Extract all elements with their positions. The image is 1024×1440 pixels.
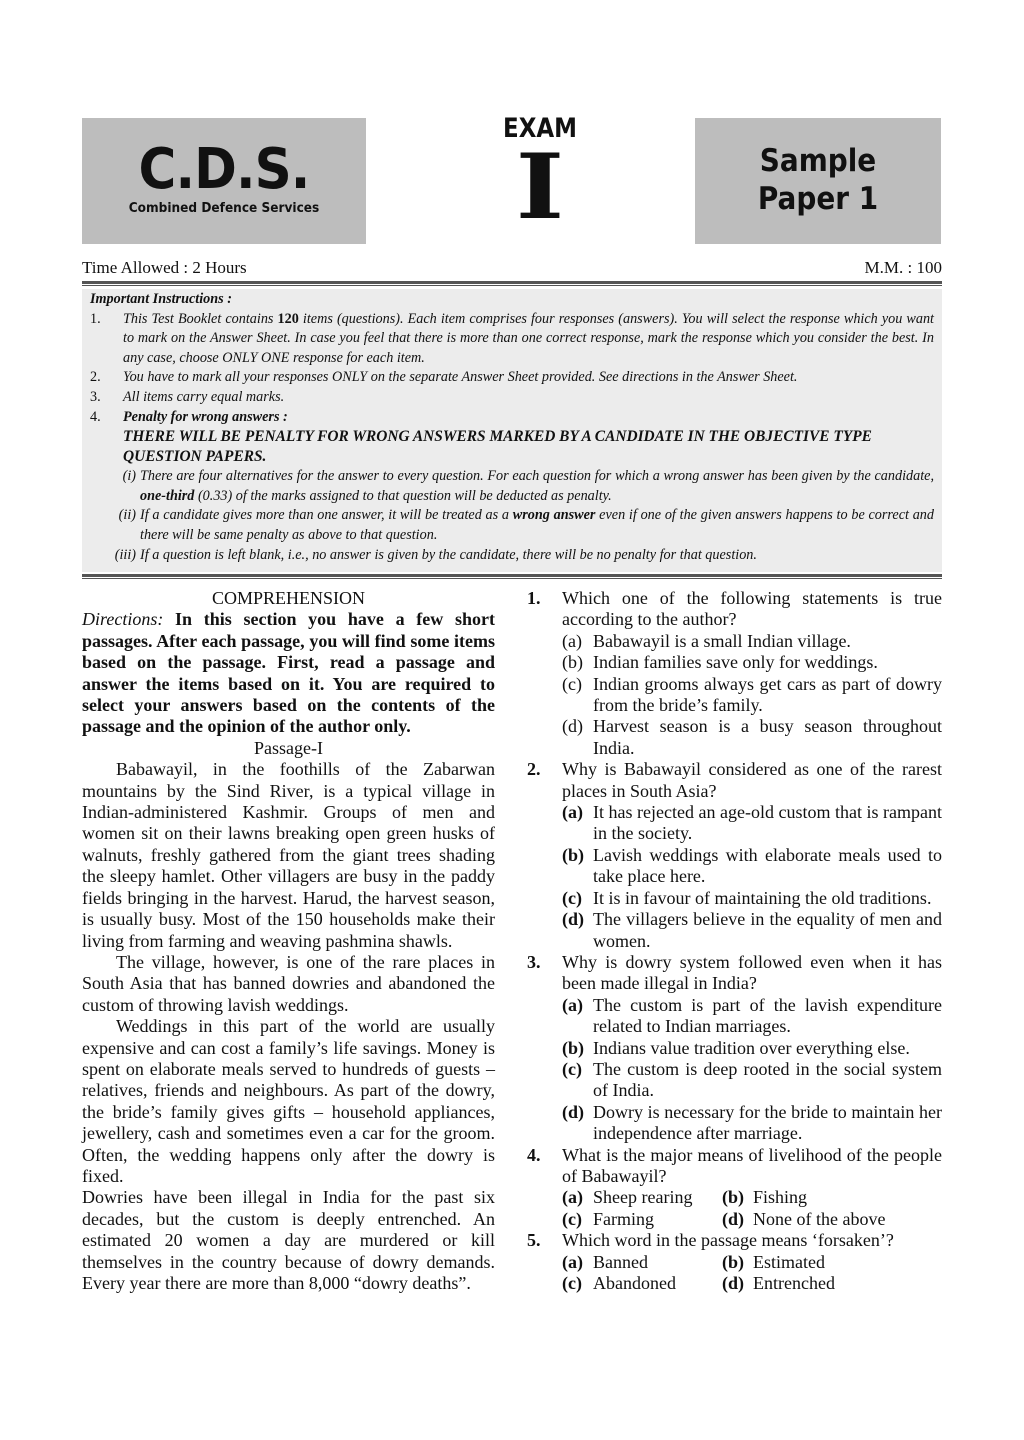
instruction-item xyxy=(90,368,934,388)
option-letter: (b) xyxy=(562,652,583,673)
penalty-sub-item xyxy=(90,546,934,566)
option-text: Indian families save only for weddings. xyxy=(593,652,878,673)
option-c[interactable] xyxy=(562,1059,942,1102)
option-b[interactable] xyxy=(562,845,942,888)
instruction-number: 2. xyxy=(90,369,101,386)
instruction-number: 3. xyxy=(90,388,101,405)
option-letter: (a) xyxy=(562,994,583,1015)
option-letter: (b) xyxy=(562,1037,584,1058)
option-d[interactable] xyxy=(562,1102,942,1145)
question-body xyxy=(562,1145,942,1231)
option-text: Babawayil is a small Indian village. xyxy=(593,630,851,651)
question-text: What is the major means of livelihood of the people of Babawayil? xyxy=(562,1144,942,1186)
passage-paragraph: Babawayil, in the foothills of the Zabarwan mountains by the Sind River, is a typical village in Indian-administered Kashmir. Groups of men and women sit on their lawns breaking open green husks of walnuts, freshly gathered from the giant trees shading the sleepy hamlet. Other villagers are busy in the paddy fields bringing in the harvest. Harud, the harvest season, is usually busy. Most of the 150 households make their living from farming and weaving pashmina shawls. xyxy=(82,759,495,951)
option-letter: (a) xyxy=(562,630,582,651)
question-3 xyxy=(527,952,942,1145)
option-b[interactable] xyxy=(722,1187,942,1208)
sample-line-2: Paper 1 xyxy=(757,181,879,217)
option-c[interactable] xyxy=(562,674,942,717)
question-number: 5. xyxy=(527,1230,541,1251)
option-letter: (d) xyxy=(722,1273,744,1293)
instruction-text: All items carry equal marks. xyxy=(123,388,285,405)
sub-item-number: (iii) xyxy=(114,546,136,563)
option-b[interactable] xyxy=(562,652,942,673)
option-letter: (c) xyxy=(562,887,582,908)
option-b[interactable] xyxy=(562,1038,942,1059)
question-text: Why is Babawayil considered as one of the rarest places in South Asia? xyxy=(562,759,942,801)
wrong-answer-emphasis: wrong answer xyxy=(512,507,596,524)
option-a[interactable] xyxy=(562,1187,722,1208)
option-letter: (d) xyxy=(722,1208,744,1229)
option-text: It is in favour of maintaining the old traditions. xyxy=(593,887,932,908)
question-number: 1. xyxy=(527,588,541,608)
question-number: 4. xyxy=(527,1144,541,1165)
important-instructions xyxy=(82,289,942,572)
option-letter: (a) xyxy=(562,1187,583,1208)
penalty-heading: Penalty for wrong answers : xyxy=(123,408,288,425)
instruction-number: 4. xyxy=(90,408,101,425)
questions-column xyxy=(527,588,942,1294)
time-allowed: Time Allowed : 2 Hours xyxy=(82,258,247,277)
option-text: Entrenched xyxy=(753,1273,835,1293)
instructions-title: Important Instructions : xyxy=(90,291,232,307)
instruction-text-part: items (questions). Each item comprises four responses (answers). You will select the response which you want to mark on the Answer Sheet. In case you feel that there is more than one correct response, mark the response which you consider the best. In any case, choose ONLY ONE response for each item. xyxy=(123,310,935,366)
cds-title-box xyxy=(82,118,366,244)
comprehension-column xyxy=(82,588,495,1294)
penalty-sub-item xyxy=(90,506,934,545)
option-letter: (b) xyxy=(722,1251,744,1272)
sample-paper-title xyxy=(707,142,928,218)
option-d[interactable] xyxy=(722,1273,942,1294)
option-c[interactable] xyxy=(562,1209,722,1230)
option-a[interactable] xyxy=(562,631,942,652)
option-letter: (d) xyxy=(562,909,584,930)
option-letter: (b) xyxy=(722,1187,744,1208)
question-1 xyxy=(527,588,942,759)
sub-item-text-part: even if one of the given answers happens to be correct and there will be same penalty as above to that question. xyxy=(140,507,934,543)
option-text: Indian grooms always get cars as part of dowry from the bride’s family. xyxy=(593,673,942,716)
option-b[interactable] xyxy=(722,1252,942,1273)
option-letter: (a) xyxy=(562,802,583,823)
option-letter: (d) xyxy=(562,1101,584,1122)
options-grid xyxy=(562,1187,942,1230)
option-text: Estimated xyxy=(753,1251,825,1272)
instruction-text xyxy=(123,310,934,369)
option-text: Dowry is necessary for the bride to maintain her independence after marriage. xyxy=(593,1101,942,1144)
question-text: Which word in the passage means ‘forsaken’? xyxy=(562,1230,894,1251)
option-letter: (a) xyxy=(562,1251,583,1272)
sample-paper-box xyxy=(695,118,941,244)
option-d[interactable] xyxy=(722,1209,942,1230)
question-text: Which one of the following statements is true according to the author? xyxy=(562,588,942,630)
instruction-text: You have to mark all your responses ONLY on the separate Answer Sheet provided. See directions in the Answer Sheet. xyxy=(123,369,798,386)
passage-paragraph: The village, however, is one of the rare places in South Asia that has banned dowries and abandoned the custom of throwing lavish weddings. xyxy=(82,951,495,1015)
option-c[interactable] xyxy=(562,888,942,909)
question-body xyxy=(562,759,942,952)
instruction-number: 1. xyxy=(90,310,101,327)
question-text: Why is dowry system followed even when it has been made illegal in India? xyxy=(562,951,942,994)
sub-item-number: (ii) xyxy=(118,507,136,524)
sub-item-text-part: If a candidate gives more than one answer, it will be treated as a xyxy=(140,507,513,524)
sub-item-text-part: (0.33) of the marks assigned to that question will be deducted as penalty. xyxy=(194,487,612,504)
option-text: The custom is part of the lavish expenditure related to Indian marriages. xyxy=(593,994,942,1037)
sub-item-number: (i) xyxy=(122,468,136,485)
passage-title: Passage-I xyxy=(254,737,323,758)
passage-paragraph: Weddings in this part of the world are usually expensive and can cost a family’s life savings. Money is spent on elaborate meals served to hundreds of guests – relatives, friends and neighbours. As part of the dowry, the bride’s family gives gifts – household appliances, jewellery, cash and sometimes even a car for the groom. Often, the wedding happens only after the dowry is fixed. xyxy=(82,1016,495,1186)
max-marks: M.M. : 100 xyxy=(864,258,942,277)
option-letter: (b) xyxy=(562,844,584,865)
option-text: Sheep rearing xyxy=(593,1187,693,1208)
question-body xyxy=(562,1230,942,1294)
passage-paragraph: Dowries have been illegal in India for the past six decades, but the custom is deeply entrenched. An estimated 20 women a day are murdered or kill themselves in the country because of dowry demands. Every year there are more than 8,000 “dowry deaths”. xyxy=(82,1187,495,1293)
question-4 xyxy=(527,1145,942,1231)
option-letter: (d) xyxy=(562,716,583,737)
section-title: COMPREHENSION xyxy=(211,588,366,608)
question-body xyxy=(562,952,942,1145)
option-letter: (c) xyxy=(562,1208,582,1229)
exam-badge xyxy=(480,113,600,240)
option-text: Lavish weddings with elaborate meals used to take place here. xyxy=(593,844,942,887)
option-d[interactable] xyxy=(562,909,942,952)
option-a[interactable] xyxy=(562,995,942,1038)
penalty-warning: THERE WILL BE PENALTY FOR WRONG ANSWERS MARKED BY A CANDIDATE IN THE OBJECTIVE TYPE QUESTION PAPERS. xyxy=(123,428,872,466)
sub-item-text: If a question is left blank, i.e., no answer is given by the candidate, there will be no penalty for that question. xyxy=(140,546,757,563)
exam-meta-row xyxy=(82,258,942,278)
option-c[interactable] xyxy=(562,1273,722,1294)
option-a[interactable] xyxy=(562,802,942,845)
one-third-emphasis: one-third xyxy=(140,487,195,504)
option-d[interactable] xyxy=(562,716,942,759)
option-letter: (c) xyxy=(562,1058,582,1079)
exam-numeral: I xyxy=(515,134,565,240)
instruction-text-part: This Test Booklet contains xyxy=(123,310,278,327)
sample-line-1: Sample xyxy=(759,143,877,179)
option-text: It has rejected an age-old custom that is rampant in the society. xyxy=(593,802,942,844)
option-text: The custom is deep rooted in the social system of India. xyxy=(593,1058,942,1101)
penalty-instructions xyxy=(123,408,934,468)
instruction-item xyxy=(90,310,934,369)
directions xyxy=(82,609,495,737)
question-body xyxy=(562,588,942,759)
option-a[interactable] xyxy=(562,1252,722,1273)
sub-item-text xyxy=(140,467,934,506)
sub-item-text xyxy=(140,506,934,545)
option-text: Banned xyxy=(593,1251,648,1272)
penalty-sub-item xyxy=(90,467,934,506)
sub-item-text-part: There are four alternatives for the answer to every question. For each question for which a wrong answer has been given by the candidate, xyxy=(140,468,934,485)
question-2 xyxy=(527,759,942,952)
option-letter: (c) xyxy=(562,673,582,694)
option-text: Abandoned xyxy=(593,1273,676,1293)
options-grid xyxy=(562,1252,942,1295)
divider-bottom xyxy=(82,574,942,579)
option-text: None of the above xyxy=(753,1208,886,1229)
option-letter: (c) xyxy=(562,1273,582,1293)
instruction-item xyxy=(90,408,934,468)
option-text: Fishing xyxy=(753,1187,808,1208)
option-text: The villagers believe in the equality of men and women. xyxy=(593,909,942,951)
cds-subtitle: Combined Defence Services xyxy=(128,200,320,216)
item-count: 120 xyxy=(277,310,299,327)
question-number: 2. xyxy=(527,759,541,780)
question-5 xyxy=(527,1230,942,1294)
directions-text: In this section you have a few short passages. After each passage, you will find some items based on the passage. First, read a passage and answer the items based on it. You are required to select your answers based on the contents of the passage and the opinion of the author only. xyxy=(82,609,495,737)
cds-title: C.D.S. xyxy=(138,137,310,202)
instruction-item xyxy=(90,388,934,408)
exam-label: EXAM xyxy=(503,113,577,144)
question-number: 3. xyxy=(527,951,541,972)
option-text: Indians value tradition over everything else. xyxy=(593,1037,910,1058)
divider-top xyxy=(82,281,942,286)
directions-label: Directions: xyxy=(82,609,164,630)
option-text: Farming xyxy=(593,1208,654,1229)
option-text: Harvest season is a busy season throughout India. xyxy=(593,716,942,758)
